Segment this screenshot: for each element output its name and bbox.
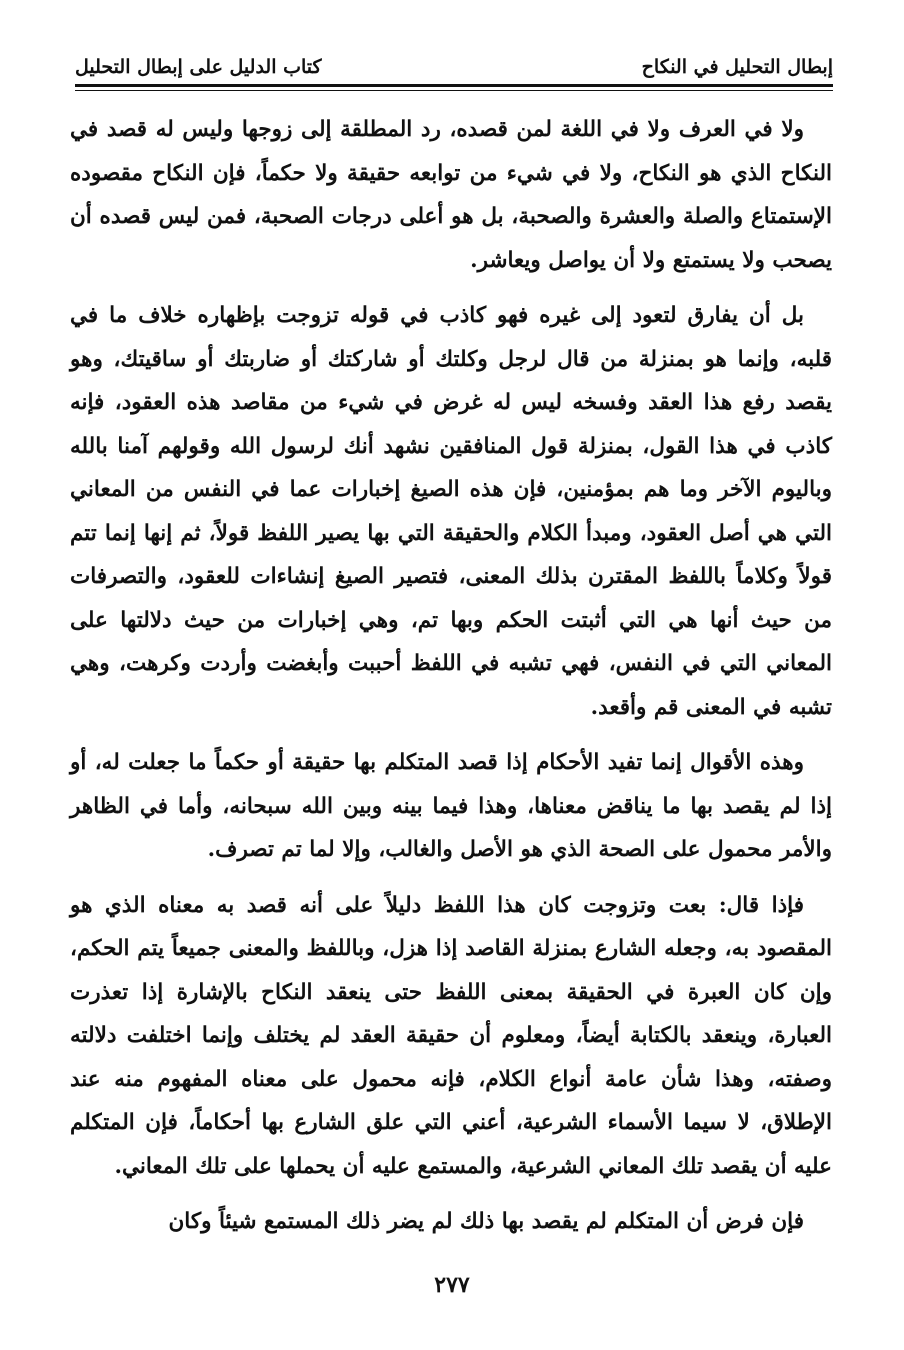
running-header bbox=[75, 44, 833, 78]
paragraph-5: فإن فرض أن المتكلم لم يقصد بها ذلك لم يضر ذلك المستمع شيئاً وكان bbox=[168, 1209, 804, 1234]
header-book-title: كتاب الدليل على إبطال التحليل bbox=[75, 56, 322, 78]
header-rule-thick bbox=[75, 84, 833, 87]
paragraph-2: بل أن يفارق لتعود إلى غيره فهو كاذب في قوله تزوجت بإظهاره خلاف ما في قلبه، وإنما هو بمنزلة من قال لرجل وكلتك أو شاركتك أو ضاربتك أو ساقيتك، وهو يقصد رفع هذا العقد وفسخه ليس له غرض في شيء من مقاصد هذه العقود، فإنه كاذب في هذا القول، بمنزلة قول المنافقين نشهد أنك لرسول الله وقولهم آمنا بالله وباليوم الآخر وما هم بمؤمنين، فإن هذه الصيغ إخبارات عما في النفس من المعاني التي هي أصل العقود، ومبدأ الكلام والحقيقة التي بها يصير اللفظ قولاً، ثم إنها إنما تتم قولاً وكلاماً باللفظ المقترن بذلك المعنى، فتصير الصيغ إنشاءات للعقود، والتصرفات من حيث أنها هي التي أثبتت الحكم وبها تم، وهي إخبارات من حيث دلالتها على المعاني التي في النفس، فهي تشبه في اللفظ أحببت وأبغضت وأردت وكرهت، وهي تشبه في المعنى قم وأقعد. bbox=[70, 303, 833, 720]
paragraph-4: فإذا قال: بعت وتزوجت كان هذا اللفظ دليلاً على أنه قصد به معناه الذي هو المقصود به، وجعله الشارع بمنزلة القاصد إذا هزل، وباللفظ والمعنى جميعاً يتم الحكم، وإن كان العبرة في الحقيقة بمعنى اللفظ حتى ينعقد النكاح بالإشارة إذا تعذرت العبارة، وينعقد بالكتابة أيضاً، ومعلوم أن حقيقة العقد لم يختلف وإنما اختلفت دلالته وصفته، وهذا شأن عامة أنواع الكلام، فإنه محمول على معناه المفهوم منه عند الإطلاق، لا سيما الأسماء الشرعية، أعني التي علق الشارع بها أحكاماً، فإن المتكلم عليه أن يقصد تلك المعاني الشرعية، والمستمع عليه أن يحملها على تلك المعاني. bbox=[70, 892, 832, 1179]
header-chapter-title: إبطال التحليل في النكاح bbox=[641, 56, 833, 78]
page-body bbox=[70, 108, 832, 1244]
page-number: ٢٧٧ bbox=[434, 1272, 470, 1298]
paragraph-1: ولا في العرف ولا في اللغة لمن قصده، رد المطلقة إلى زوجها وليس له قصد في النكاح الذي هو النكاح، ولا في شيء من توابعه حقيقة ولا حكماً، فإن النكاح مقصوده الإستمتاع والصلة والعشرة والصحبة، بل هو أعلى درجات الصحبة، فمن ليس قصده أن يصحب ولا يستمتع ولا أن يواصل ويعاشر. bbox=[70, 117, 832, 273]
paragraph-3: وهذه الأقوال إنما تفيد الأحكام إذا قصد المتكلم بها حقيقة أو حكماً ما جعلت له، أو إذا لم يقصد بها ما يناقض معناها، وهذا فيما بينه وبين الله سبحانه، وأما في الظاهر والأمر محمول على الصحة الذي هو الأصل والغالب، وإلا لما تم تصرف. bbox=[70, 750, 832, 862]
header-rule-thin bbox=[75, 90, 833, 91]
